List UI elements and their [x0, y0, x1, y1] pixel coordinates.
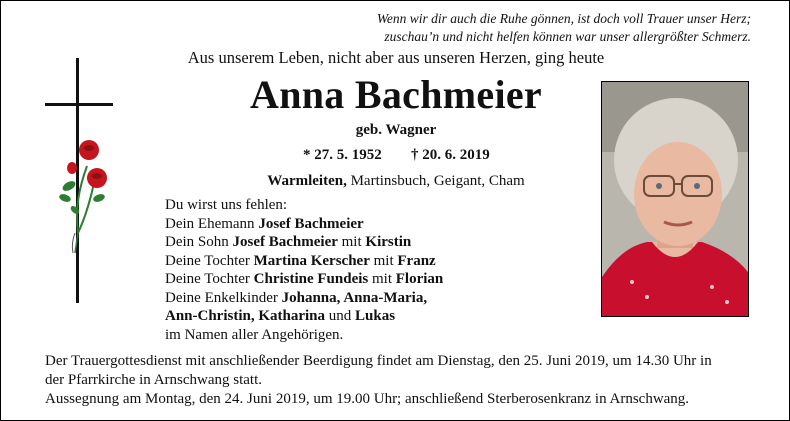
portrait-photo	[601, 81, 749, 317]
family-line: Dein Sohn Josef Bachmeier mit Kirstin	[165, 234, 412, 250]
place-others: Martinsbuch, Geigant, Cham	[346, 173, 525, 189]
place-main: Warmleiten,	[267, 173, 347, 189]
service-line: Der Trauergottesdienst mit anschließender Beerdigung findet am Dienstag, den 25. Juni 2019, um 14.30 Uhr in	[45, 353, 712, 369]
family-line: Deine Enkelkinder Johanna, Anna-Maria,	[165, 289, 428, 306]
poem	[301, 10, 751, 46]
family-list	[165, 196, 443, 344]
service-info	[45, 352, 765, 409]
cross-icon	[45, 58, 115, 303]
poem-line: Wenn wir dir auch die Ruhe gönnen, ist doch voll Trauer unser Herz;	[376, 11, 751, 26]
service-line: der Pfarrkirche in Arnschwang statt.	[45, 372, 263, 388]
intro-text: Aus unserem Leben, nicht aber aus unseren Herzen, ging heute	[187, 48, 605, 67]
death-date: † 20. 6. 2019	[411, 147, 490, 163]
family-line: Dein Ehemann Josef Bachmeier	[165, 215, 364, 232]
family-line: Deine Tochter Christine Fundeis mit Florian	[165, 271, 444, 287]
poem-line: zuschau’n und nicht helfen können war unser allergrößter Schmerz.	[384, 29, 751, 44]
family-line: Ann-Christin, Katharina und Lukas	[165, 308, 396, 324]
family-line: Deine Tochter Martina Kerscher mit Franz	[165, 252, 436, 269]
birth-name: geb. Wagner	[355, 122, 437, 138]
family-heading: Du wirst uns fehlen:	[165, 197, 288, 213]
rose-icon	[58, 140, 107, 253]
family-line: im Namen aller Angehörigen.	[165, 326, 344, 343]
service-line: Aussegnung am Montag, den 24. Juni 2019, um 19.00 Uhr; anschließend Sterberosenkranz in Arnschwang.	[45, 391, 690, 407]
birth-date: * 27. 5. 1952	[303, 147, 382, 163]
deceased-name: Anna Bachmeier	[250, 72, 542, 117]
